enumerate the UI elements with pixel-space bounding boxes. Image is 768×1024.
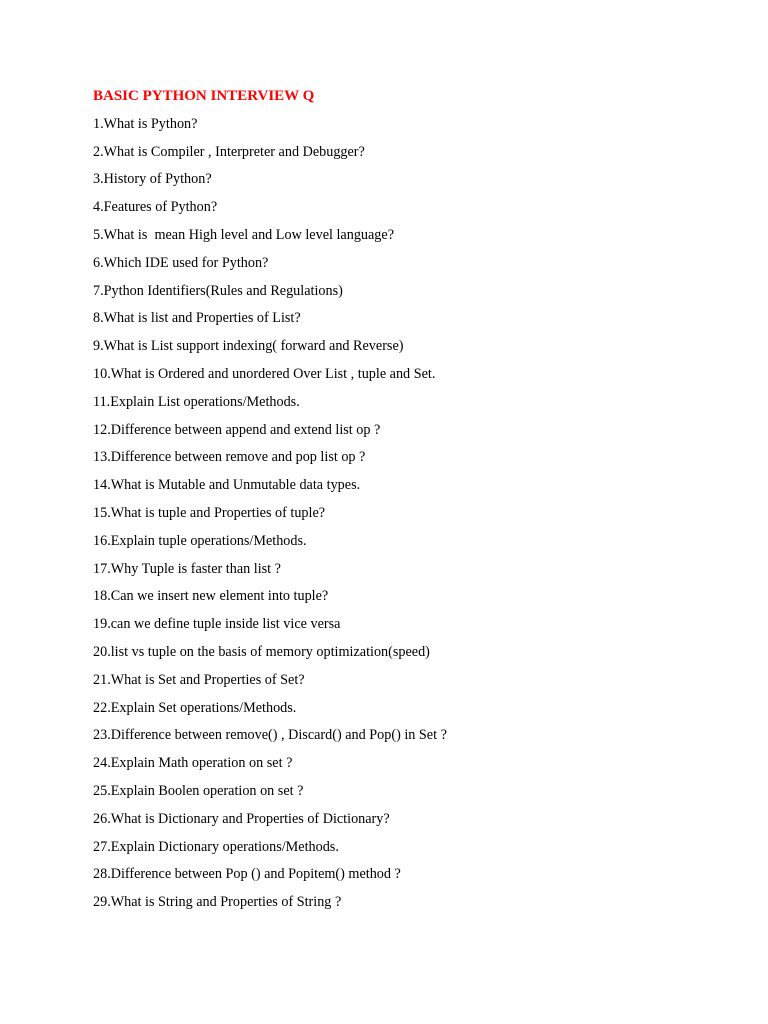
question-item: 13.Difference between remove and pop list op ? — [93, 449, 366, 466]
question-item: 23.Difference between remove() , Discard() and Pop() in Set ? — [93, 727, 447, 744]
question-item: 12.Difference between append and extend list op ? — [93, 421, 381, 438]
question-item: 19.can we define tuple inside list vice versa — [93, 616, 341, 633]
question-item: 15.What is tuple and Properties of tuple? — [93, 504, 326, 521]
question-item: 17.Why Tuple is faster than list ? — [93, 560, 281, 577]
question-item: 16.Explain tuple operations/Methods. — [93, 532, 307, 549]
question-item: 10.What is Ordered and unordered Over List , tuple and Set. — [93, 365, 436, 382]
question-item: 26.What is Dictionary and Properties of Dictionary? — [93, 810, 390, 827]
question-item: 6.Which IDE used for Python? — [93, 254, 269, 271]
question-list — [93, 115, 733, 912]
question-item: 20.list vs tuple on the basis of memory optimization(speed) — [93, 643, 430, 660]
question-item: 22.Explain Set operations/Methods. — [93, 699, 297, 716]
question-item: 9.What is List support indexing( forward and Reverse) — [93, 338, 404, 355]
question-item: 2.What is Compiler , Interpreter and Debugger? — [93, 143, 365, 160]
question-item: 11.Explain List operations/Methods. — [93, 393, 300, 410]
question-item: 28.Difference between Pop () and Popitem() method ? — [93, 866, 401, 883]
document-page — [93, 87, 733, 921]
question-item: 21.What is Set and Properties of Set? — [93, 671, 305, 688]
question-item: 8.What is list and Properties of List? — [93, 310, 301, 327]
question-item: 3.History of Python? — [93, 171, 212, 188]
question-item: 18.Can we insert new element into tuple? — [93, 588, 329, 605]
document-title: BASIC PYTHON INTERVIEW Q — [93, 88, 315, 104]
question-item: 25.Explain Boolen operation on set ? — [93, 782, 304, 799]
question-item: 14.What is Mutable and Unmutable data types. — [93, 477, 361, 494]
question-item: 5.What is mean High level and Low level language? — [93, 226, 394, 243]
question-item: 4.Features of Python? — [93, 199, 218, 216]
question-item: 24.Explain Math operation on set ? — [93, 755, 293, 772]
question-item: 29.What is String and Properties of String ? — [93, 894, 342, 911]
question-item: 27.Explain Dictionary operations/Methods. — [93, 838, 339, 855]
question-item: 7.Python Identifiers(Rules and Regulations) — [93, 282, 343, 299]
question-item: 1.What is Python? — [93, 115, 198, 132]
